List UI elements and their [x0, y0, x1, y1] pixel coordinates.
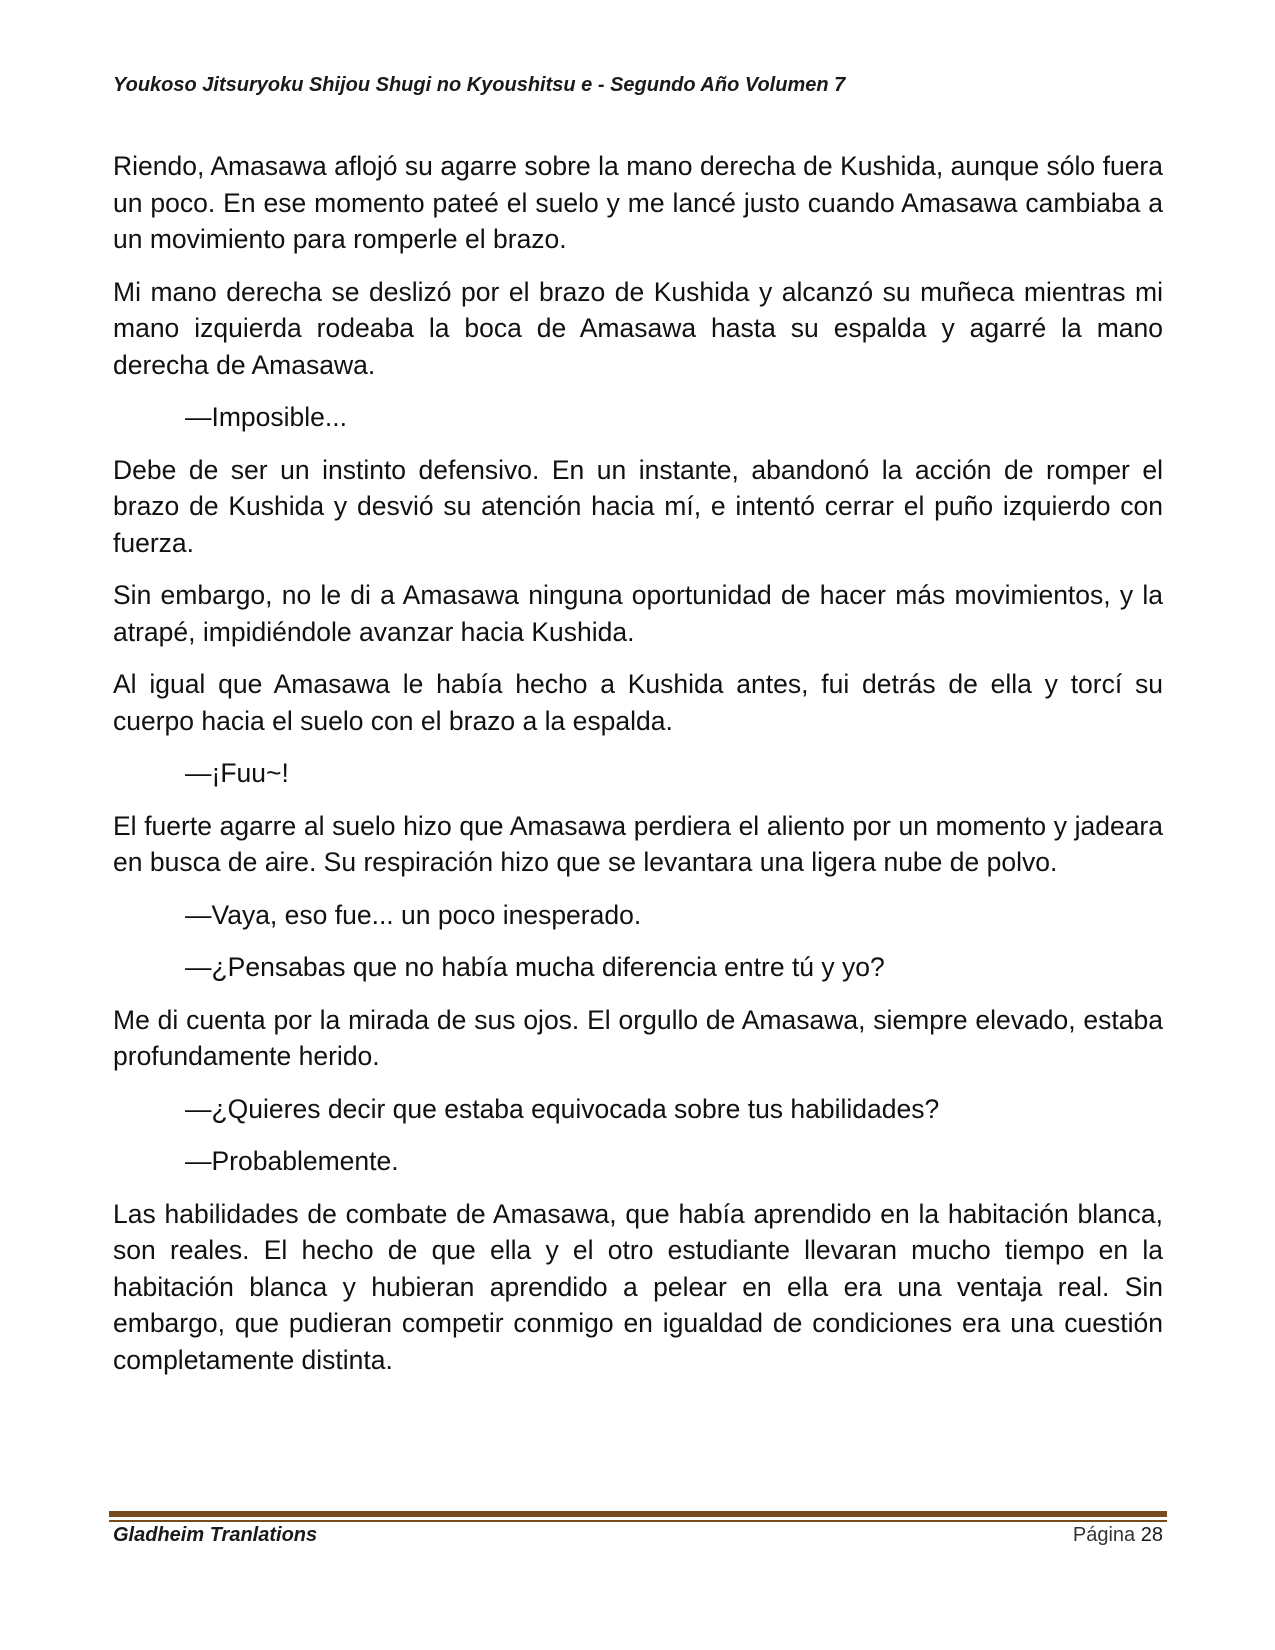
paragraph: Debe de ser un instinto defensivo. En un instante, abandonó la acción de romper el brazo de Kushida y desvió su atención hacia mí, e intentó cerrar el puño izquierdo con fuerza.	[113, 454, 1163, 558]
footer-divider	[109, 1511, 1167, 1517]
dialogue-line: —Probablemente.	[185, 1146, 399, 1176]
footer-divider-thin	[109, 1520, 1167, 1522]
paragraph: El fuerte agarre al suelo hizo que Amasawa perdiera el aliento por un momento y jadeara en busca de aire. Su respiración hizo que se levantara una ligera nube de polvo.	[113, 810, 1163, 877]
paragraph: Riendo, Amasawa aflojó su agarre sobre la mano derecha de Kushida, aunque sólo fuera un poco. En ese momento pateé el suelo y me lancé justo cuando Amasawa cambiaba a un movimiento para romperle el brazo.	[113, 151, 1163, 254]
dialogue-line: —¡Fuu~!	[185, 758, 289, 788]
footer-credit: Gladheim Tranlations	[113, 1524, 318, 1546]
dialogue-line: —Imposible...	[185, 402, 348, 432]
paragraph: Sin embargo, no le di a Amasawa ninguna oportunidad de hacer más movimientos, y la atrapé, impidiéndole avanzar hacia Kushida.	[113, 580, 1163, 647]
page-number-value: 28	[1140, 1524, 1163, 1546]
paragraph: Las habilidades de combate de Amasawa, que había aprendido en la habitación blanca, son reales. El hecho de que ella y el otro estudiante llevaran mucho tiempo en la habitación blanca y hubieran aprendido a pelear en ella era una ventaja real. Sin embargo, que pudieran competir conmigo en igualdad de condiciones era una cuestión completamente distinta.	[113, 1198, 1163, 1375]
paragraph: Al igual que Amasawa le había hecho a Kushida antes, fui detrás de ella y torcí su cuerpo hacia el suelo con el brazo a la espalda.	[113, 669, 1163, 736]
dialogue-line: —Vaya, eso fue... un poco inesperado.	[185, 899, 642, 930]
page-number	[1073, 1524, 1163, 1547]
running-header: Youkoso Jitsuryoku Shijou Shugi no Kyoushitsu e - Segundo Año Volumen 7	[113, 74, 846, 96]
paragraph: Me di cuenta por la mirada de sus ojos. El orgullo de Amasawa, siempre elevado, estaba profundamente herido.	[113, 1004, 1163, 1071]
dialogue-line: —¿Pensabas que no había mucha diferencia entre tú y yo?	[185, 952, 885, 982]
dialogue-line: —¿Quieres decir que estaba equivocada sobre tus habilidades?	[185, 1093, 940, 1124]
page-label: Página	[1072, 1524, 1136, 1546]
paragraph: Mi mano derecha se deslizó por el brazo de Kushida y alcanzó su muñeca mientras mi mano izquierda rodeaba la boca de Amasawa hasta su espalda y agarré la mano derecha de Amasawa.	[113, 276, 1163, 380]
body-text	[113, 148, 1163, 1394]
